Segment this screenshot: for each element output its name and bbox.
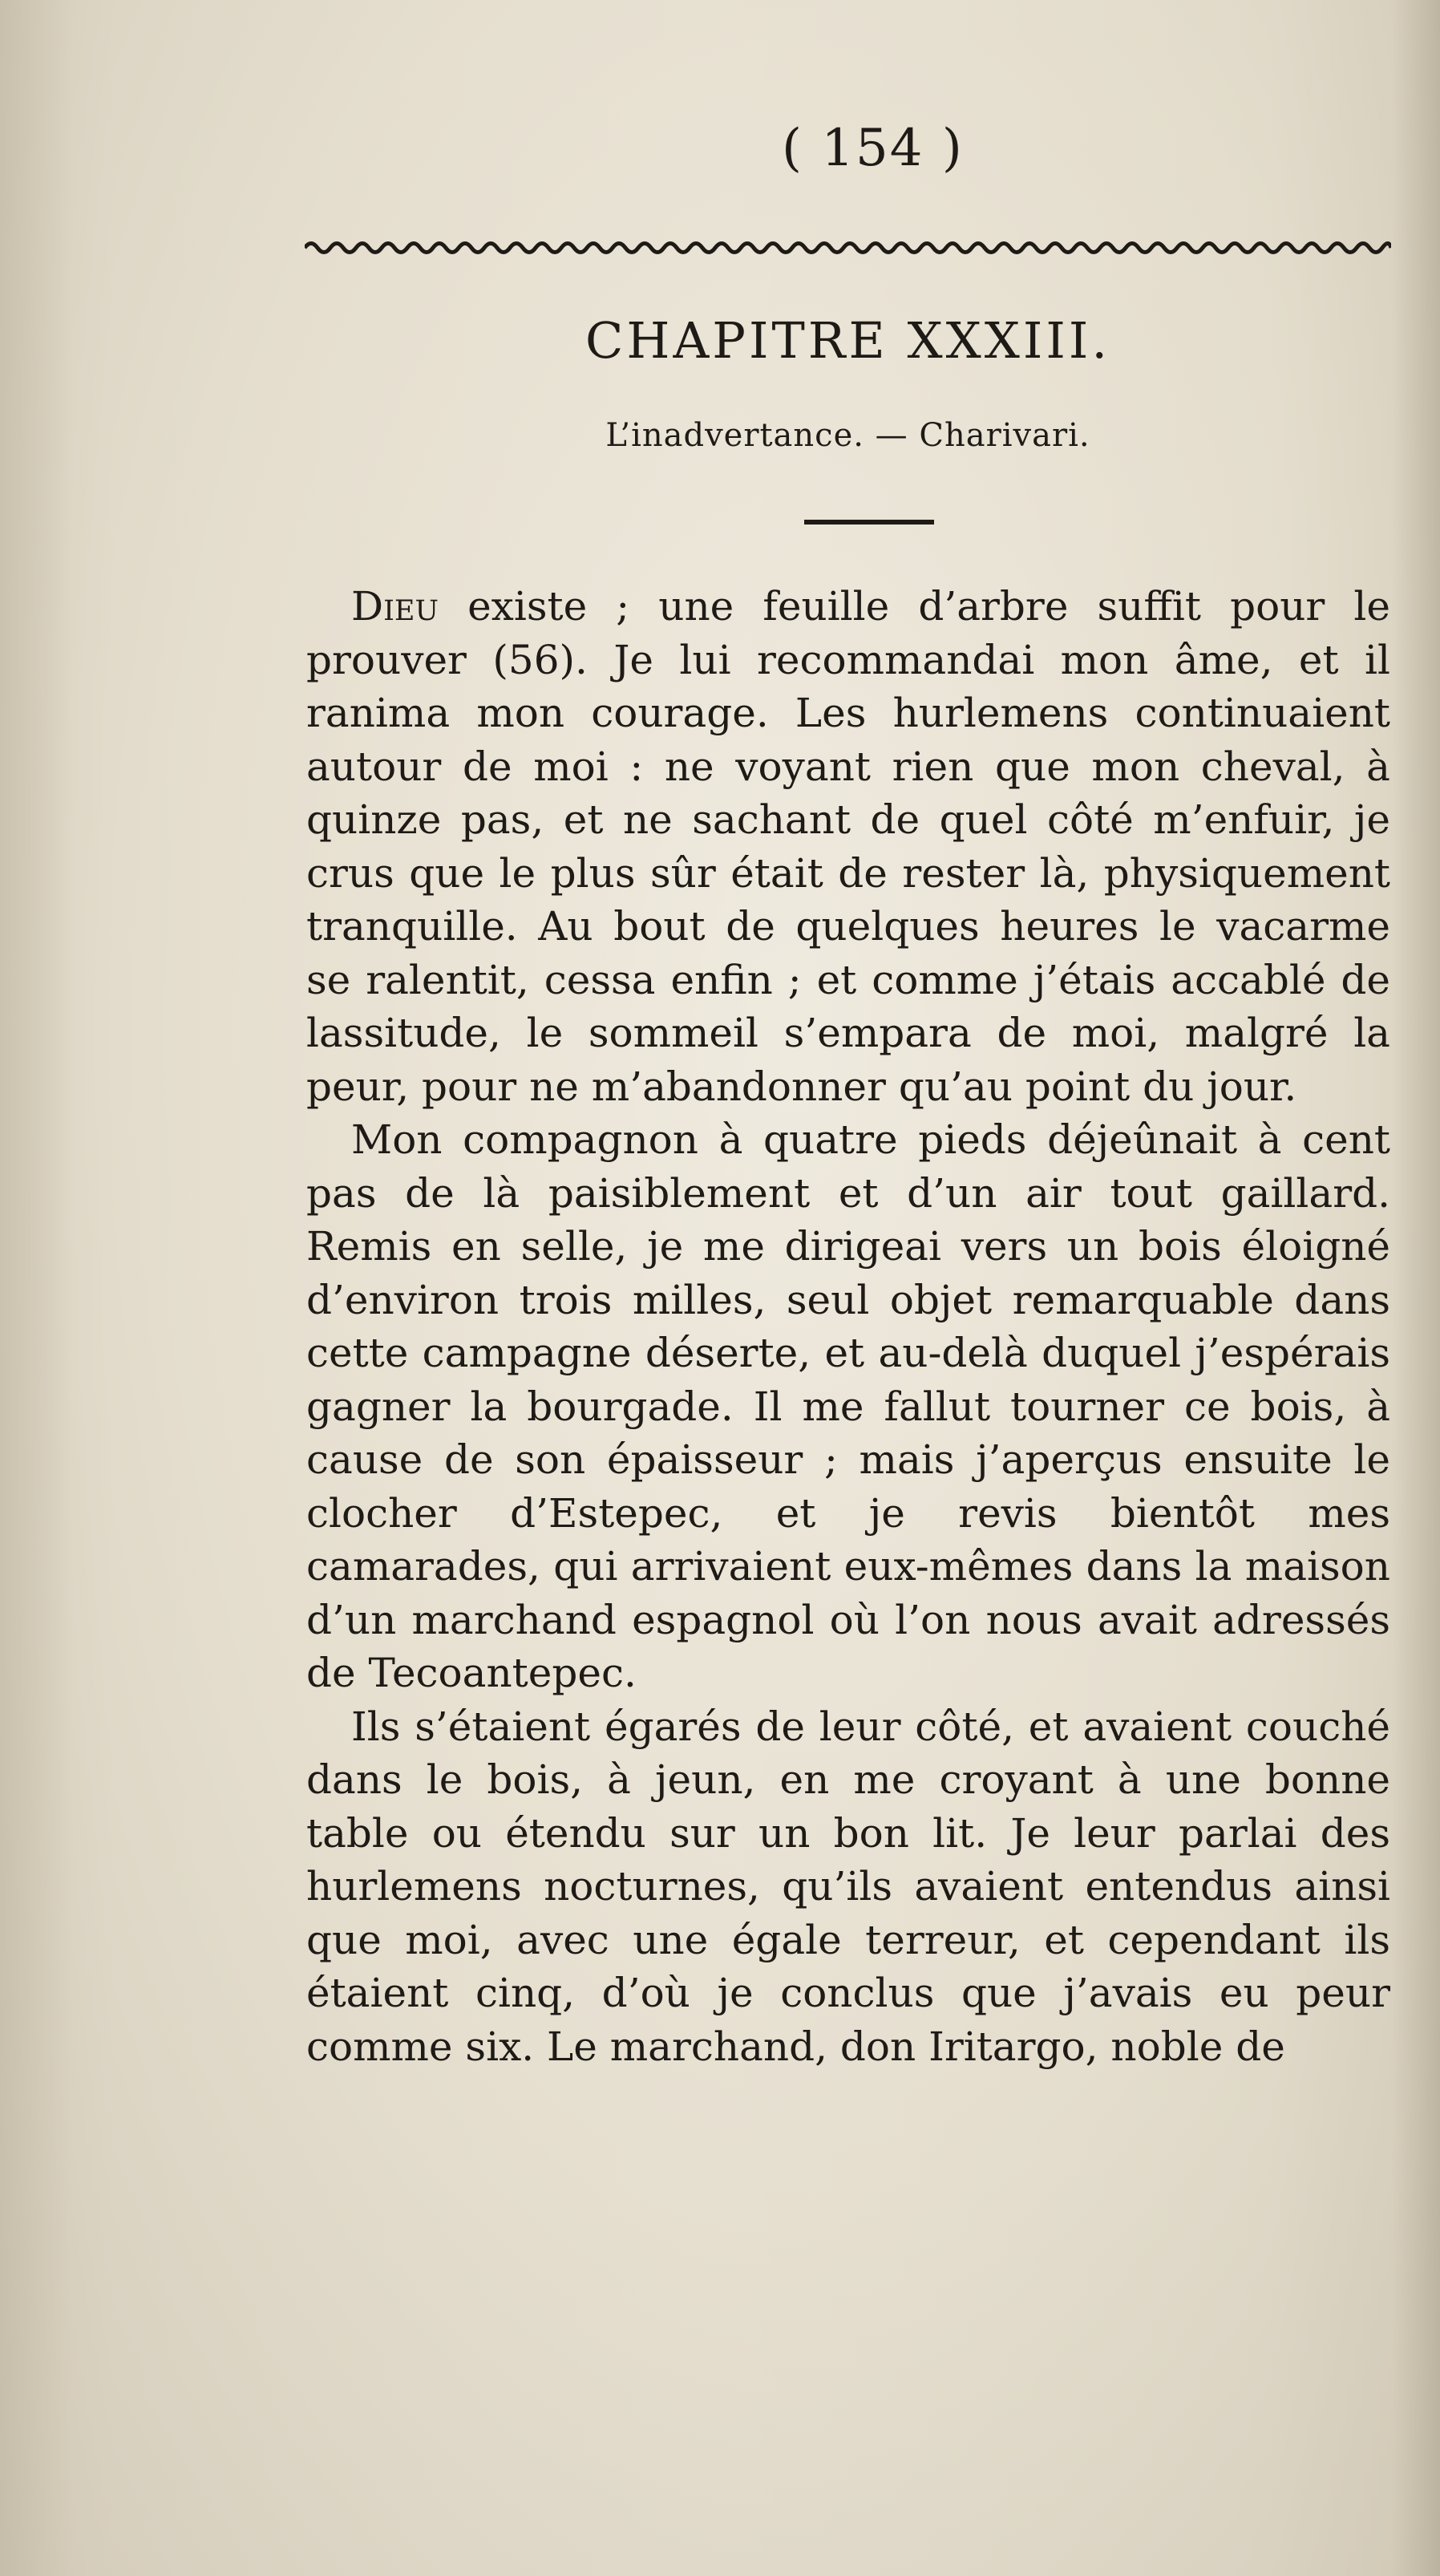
page-shadow-left [0,0,72,2576]
paragraph-2 [306,1113,1390,1700]
paragraph-lead-word: Dieu [351,583,439,630]
chapter-title: CHAPITRE XXXIII. [584,311,1111,370]
paragraph-text: Ils s’étaient égarés de leur côté, et avaient couché dans le bois, à jeun, en me croyant à une bonne table ou étendu sur un bon lit. Je leur parlai des hurlemens nocturnes, qu’ils avaient entendus ainsi que moi, avec une égale terreur, et cependant ils étaient cinq, d’où je conclus que j’avais eu peur comme six. Le marchand, don Iritargo, noble de [306,1703,1390,2070]
body-text [306,580,1390,2073]
title-rule [804,520,934,525]
paragraph-3 [306,1700,1390,2074]
paragraph-text: Mon compagnon à quatre pieds déjeûnait à cent pas de là paisiblement et d’un air tout gaillard. Remis en selle, je me dirigeai vers un bois éloigné d’environ trois milles, seul objet remarquable dans cette campagne déserte, et au-delà duquel j’espérais gagner la bourgade. Il me fallut tourner ce bois, à cause de son épaisseur ; mais j’aperçus ensuite le clocher d’Estepec, et je revis bientôt mes camarades, qui arrivaient eux-mêmes dans la maison d’un marchand espagnol où l’on nous avait adressés de Tecoantepec. [306,1116,1390,1696]
decorative-wavy-rule [305,237,1391,258]
paragraph-text: existe ; une feuille d’arbre suffit pour le prouver (56). Je lui recommandai mon âme, et il ranima mon courage. Les hurlemens continuaient autour de moi : ne voyant rien que mon cheval, à quinze pas, et ne sachant de quel côté m’enfuir, je crus que le plus sûr était de rester là, physiquement tranquille. Au bout de quelques heures le vacarme se ralentit, cessa enfin ; et comme j’étais accablé de lassitude, le sommeil s’empara de moi, malgré la peur, pour ne m’abandonner qu’au point du jour. [306,583,1390,1110]
page-shadow-right [1392,0,1440,2576]
chapter-subtitle: L’inadvertance. — Charivari. [605,417,1090,454]
paragraph-1 [306,580,1390,1113]
page-number: ( 154 ) [782,119,964,178]
